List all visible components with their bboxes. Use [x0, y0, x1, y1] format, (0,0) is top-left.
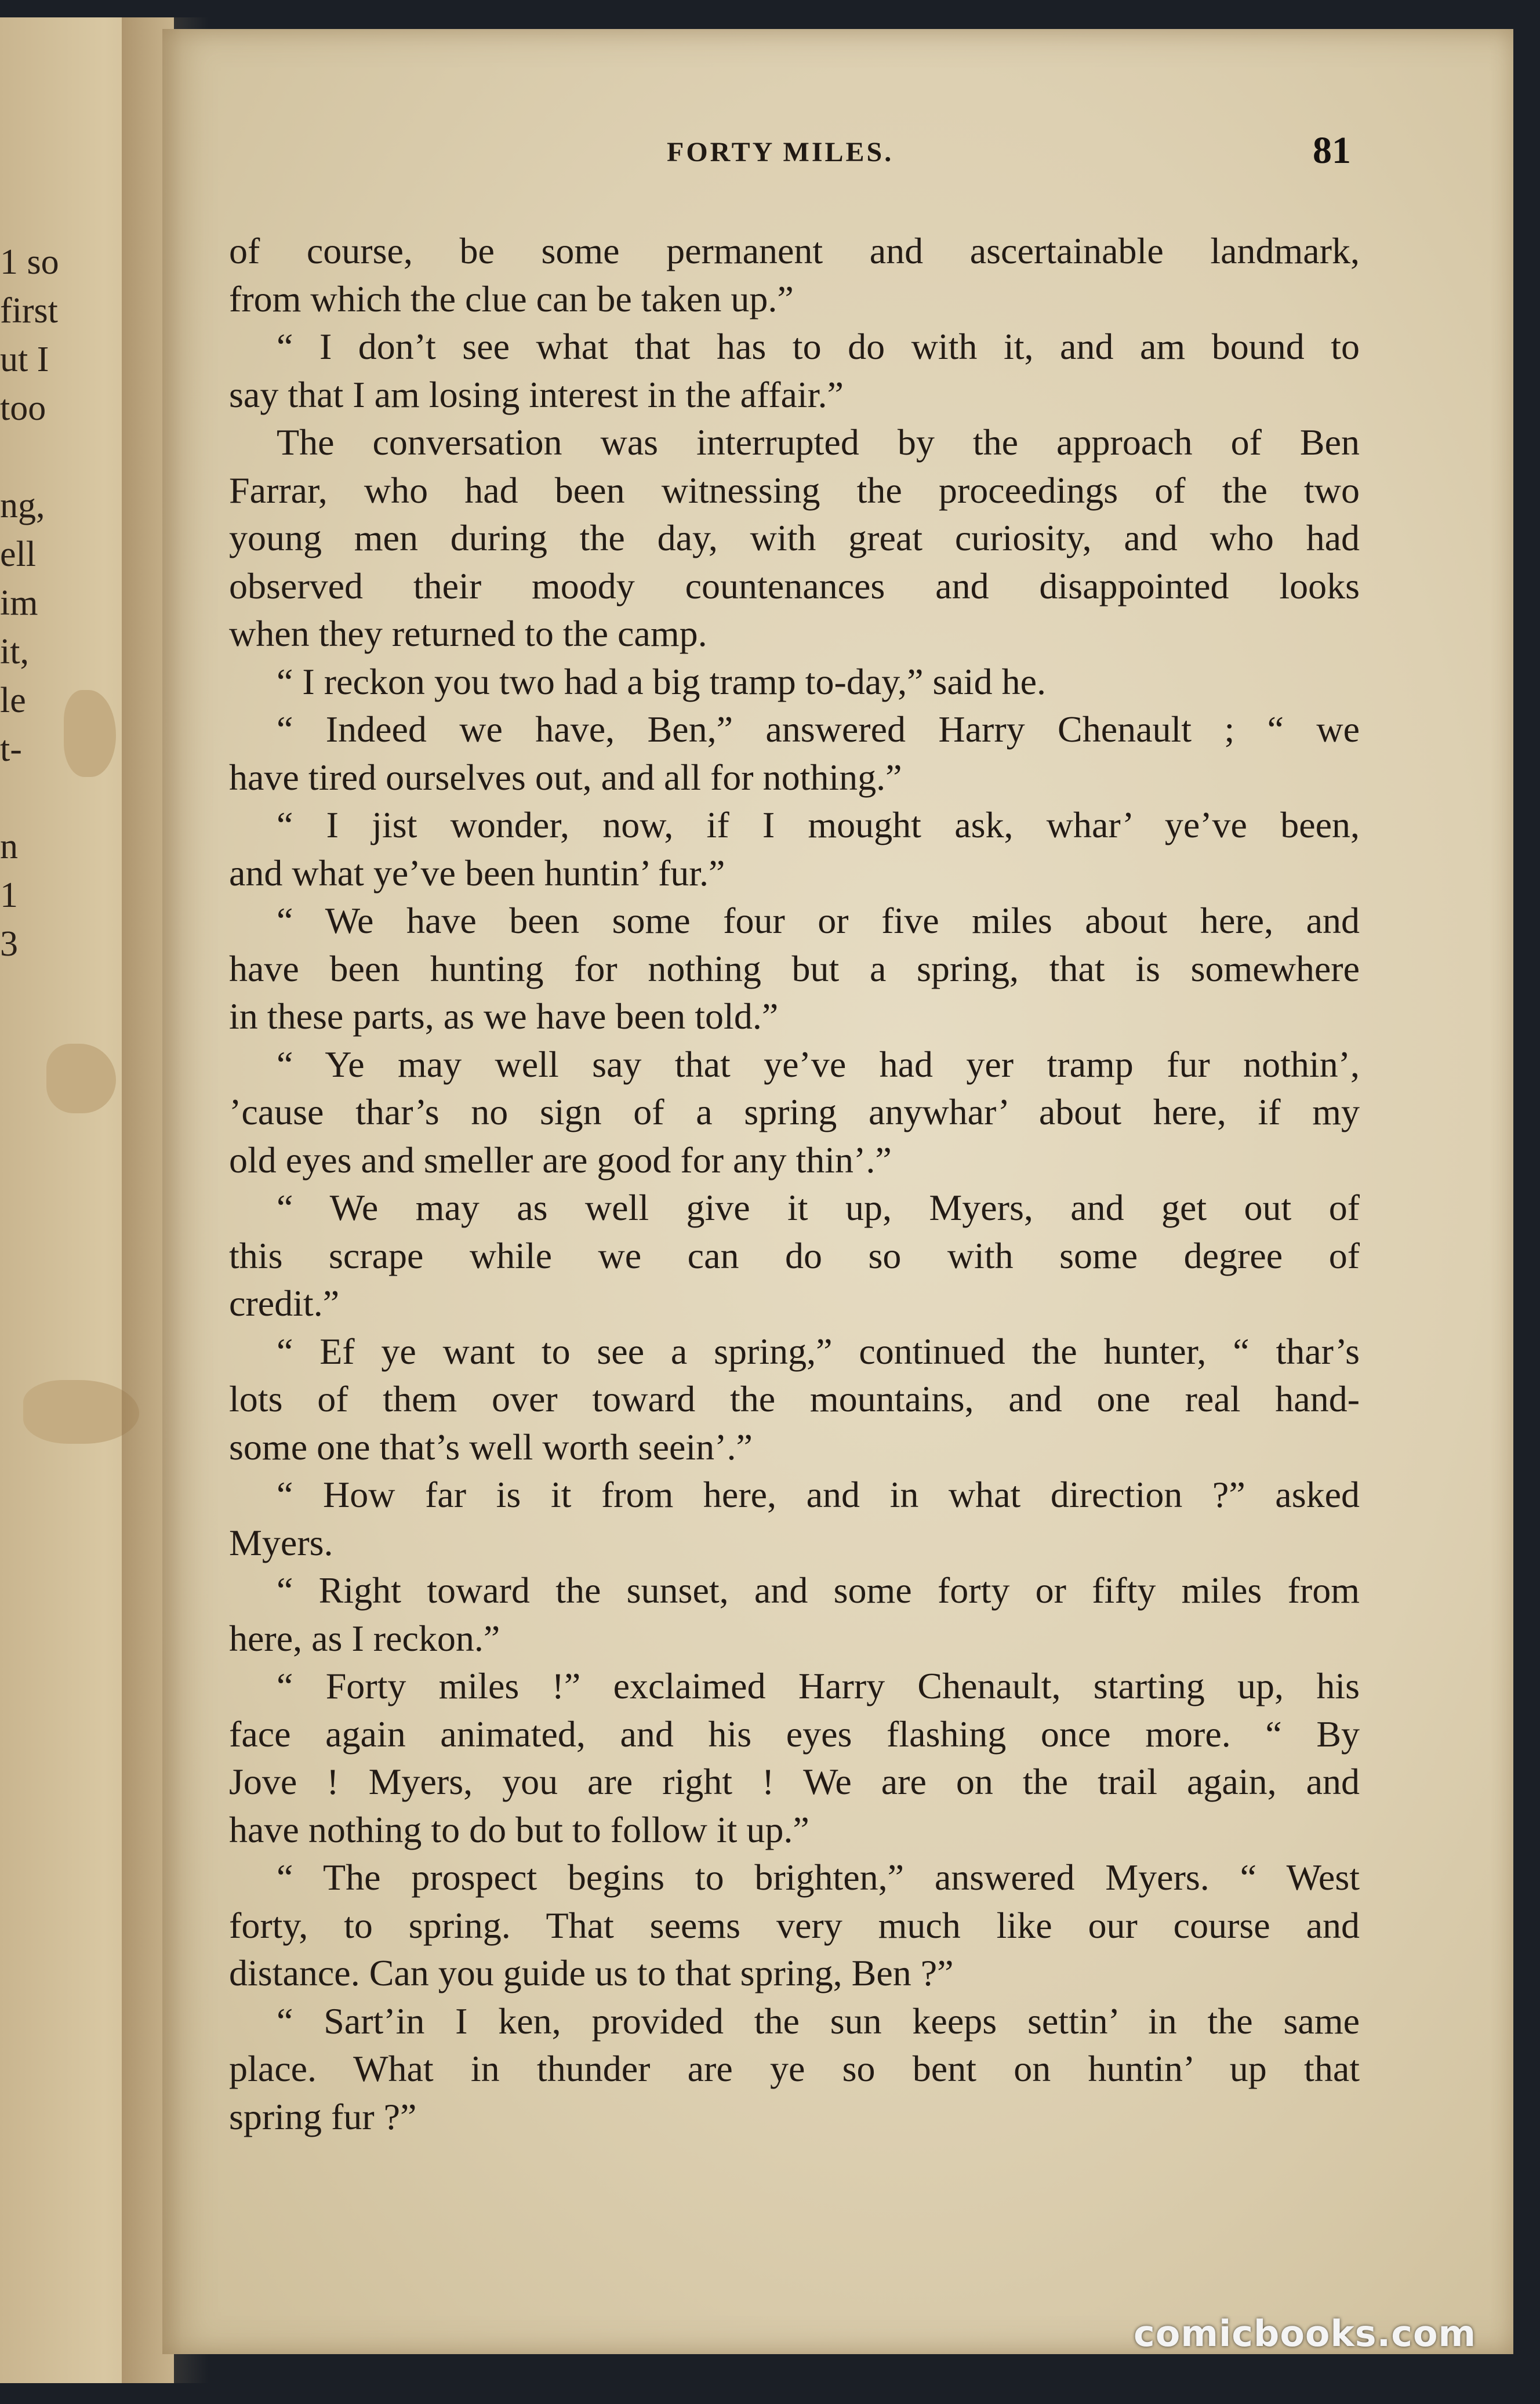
- text-line: here, as I reckon.”: [229, 1617, 500, 1659]
- text-line: The conversation was interrupted by the approach of Ben: [277, 422, 1360, 463]
- text-line: credit.”: [229, 1283, 340, 1324]
- page-tear: [46, 1044, 116, 1113]
- facing-page-line: 3: [0, 924, 18, 964]
- facing-page-line: t-: [0, 729, 22, 769]
- facing-page-line: [0, 774, 75, 822]
- text-line: “ Forty miles !” exclaimed Harry Chenault, starting up, his: [277, 1665, 1360, 1706]
- text-line: when they returned to the camp.: [229, 613, 707, 654]
- text-line: “ I don’t see what that has to do with it, and am bound to: [277, 326, 1360, 367]
- text-line: “ Sart’in I ken, provided the sun keeps settin’ in the same: [277, 2000, 1360, 2042]
- facing-page-line: [0, 433, 75, 481]
- text-line: some one that’s well worth seein’.”: [229, 1426, 753, 1468]
- text-line: face again animated, and his eyes flashing once more. “ By: [229, 1713, 1360, 1755]
- text-line: Jove ! Myers, you are right ! We are on the trail again, and: [229, 1761, 1360, 1802]
- text-line: “ How far is it from here, and in what direction ?” asked: [277, 1474, 1360, 1515]
- text-line: “ I jist wonder, now, if I mought ask, whar’ ye’ve been,: [277, 804, 1360, 845]
- text-line: spring fur ?”: [229, 2096, 417, 2137]
- text-line: from which the clue can be taken up.”: [229, 278, 794, 319]
- facing-page-line: 1: [0, 876, 18, 915]
- facing-page-line: ng,: [0, 486, 45, 525]
- text-line: “ I reckon you two had a big tramp to-day,” said he.: [277, 660, 1046, 702]
- facing-page-line: n: [0, 827, 18, 866]
- text-line: distance. Can you guide us to that spring, Ben ?”: [229, 1952, 954, 1993]
- facing-page-line: ell: [0, 535, 36, 574]
- text-line: ’cause thar’s no sign of a spring anywhar’ about here, if my: [229, 1091, 1360, 1132]
- facing-page-line: 1 so: [0, 242, 59, 282]
- text-line: have been hunting for nothing but a spring, that is somewhere: [229, 947, 1360, 989]
- text-line: “ Indeed we have, Ben,” answered Harry Chenault ; “ we: [277, 709, 1360, 750]
- text-line: Farrar, who had been witnessing the proceedings of the two: [229, 469, 1360, 511]
- facing-page-line: ut I: [0, 340, 49, 379]
- text-line: of course, be some permanent and ascertainable landmark,: [229, 230, 1360, 271]
- facing-page-line: first: [0, 291, 58, 331]
- text-line: in these parts, as we have been told.”: [229, 996, 779, 1037]
- text-line: and what ye’ve been huntin’ fur.”: [229, 852, 725, 894]
- facing-page-line: it,: [0, 632, 29, 671]
- page-tear: [64, 690, 116, 777]
- text-line: say that I am losing interest in the affair.”: [229, 373, 844, 415]
- text-line: “ Ef ye want to see a spring,” continued the hunter, “ thar’s: [277, 1330, 1360, 1372]
- text-line: lots of them over toward the mountains, and one real hand-: [229, 1378, 1360, 1419]
- text-line: “ The prospect begins to brighten,” answered Myers. “ West: [277, 1857, 1360, 1898]
- text-line: old eyes and smeller are good for any thin’.”: [229, 1139, 892, 1181]
- text-line: “ We may as well give it up, Myers, and get out of: [277, 1187, 1360, 1228]
- page-gutter: [122, 17, 209, 2383]
- facing-page-line: le: [0, 681, 26, 720]
- watermark: comicbooks.com: [1134, 2312, 1477, 2355]
- running-head: FORTY MILES.: [667, 137, 894, 168]
- text-line: observed their moody countenances and disappointed looks: [229, 565, 1360, 607]
- facing-page-line: too: [0, 388, 46, 428]
- facing-page-text: [0, 238, 75, 968]
- text-line: “ Ye may well say that ye’ve had yer tramp fur nothin’,: [277, 1043, 1360, 1085]
- facing-page-line: im: [0, 583, 38, 623]
- text-line: this scrape while we can do so with some degree of: [229, 1234, 1360, 1276]
- page-number: 81: [1313, 129, 1351, 172]
- text-line: have nothing to do but to follow it up.”: [229, 1809, 809, 1850]
- text-line: “ We have been some four or five miles about here, and: [277, 900, 1360, 941]
- text-line: Myers.: [229, 1521, 333, 1563]
- text-line: have tired ourselves out, and all for nothing.”: [229, 756, 902, 798]
- body-text: [229, 227, 1360, 2141]
- text-line: “ Right toward the sunset, and some forty or fifty miles from: [277, 1570, 1360, 1611]
- text-line: young men during the day, with great curiosity, and who had: [229, 517, 1360, 558]
- text-line: forty, to spring. That seems very much like our course and: [229, 1904, 1360, 1946]
- text-line: place. What in thunder are ye so bent on huntin’ up that: [229, 2048, 1360, 2089]
